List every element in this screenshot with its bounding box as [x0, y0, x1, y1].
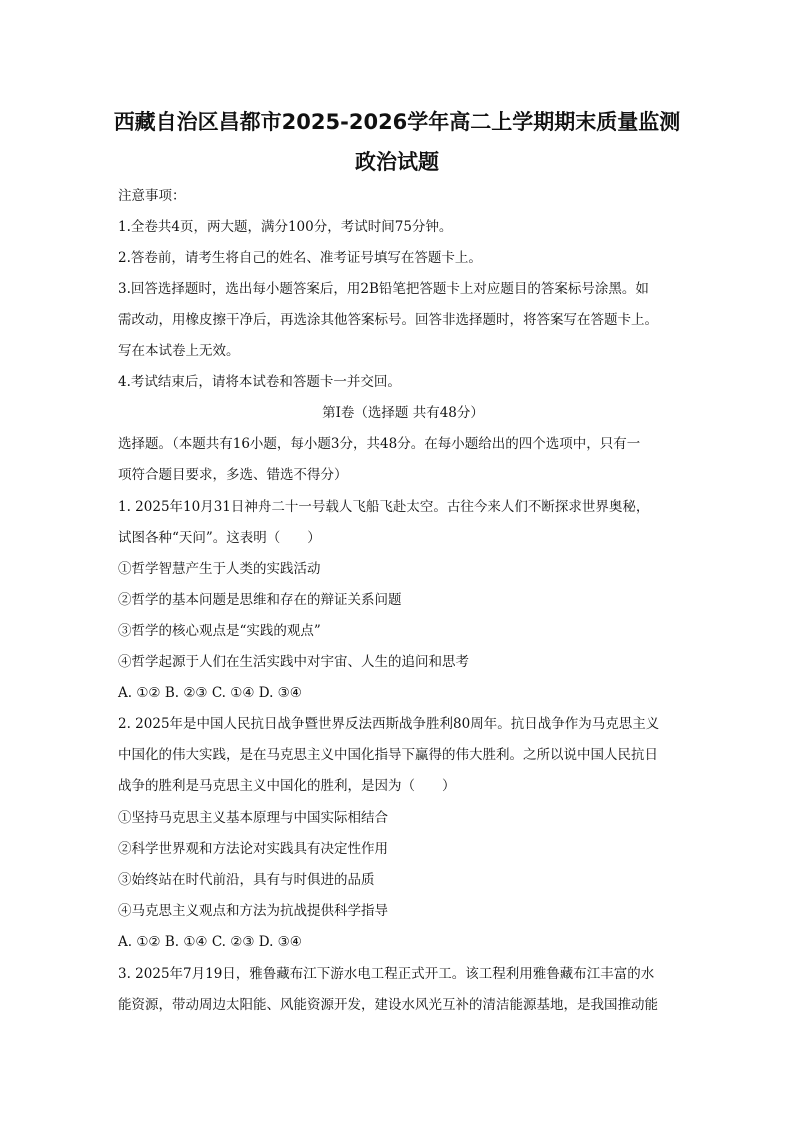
section-intro-line: 项符合题目要求，多选、错选不得分） — [118, 467, 348, 483]
question-2-stem: 2. 2025年是中国人民抗日战争暨世界反法西斯战争胜利80周年。抗日战争作为马克思主义 — [118, 716, 660, 732]
notice-heading: 注意事项： — [118, 188, 186, 204]
notice-line: 1.全卷共4页，两大题，满分100分，考试时间75分钟。 — [118, 219, 453, 235]
section-title: 第Ⅰ卷（选择题 共有48分） — [322, 405, 484, 421]
section-intro-line: 选择题。（本题共有16小题，每小题3分，共48分。在每小题给出的四个选项中，只有一 — [118, 436, 641, 452]
question-2-stem: 中国化的伟大实践，是在马克思主义中国化指导下赢得的伟大胜利。之所以说中国人民抗日 — [118, 747, 658, 763]
question-2-stem: 战争的胜利是马克思主义中国化的胜利，是因为（ ） — [118, 778, 456, 794]
notice-line: 写在本试卷上无效。 — [118, 343, 240, 359]
question-2-option: ①坚持马克思主义基本原理与中国实际相结合 — [118, 810, 388, 826]
exam-subject-title: 政治试题 — [355, 150, 439, 174]
question-1-option: ③哲学的核心观点是“实践的观点” — [118, 623, 321, 639]
notice-line: 3.回答选择题时，选出每小题答案后，用2B铅笔把答题卡上对应题目的答案标号涂黑。如 — [118, 281, 649, 297]
question-2-option: ③始终站在时代前沿，具有与时俱进的品质 — [118, 872, 375, 888]
exam-title: 西藏自治区昌都市2025-2026学年高二上学期期末质量监测 — [113, 110, 681, 134]
question-1-stem: 1. 2025年10月31日神舟二十一号载人飞船飞赴太空。古往今来人们不断探求世界奥秘， — [118, 499, 650, 515]
notice-line: 4.考试结束后，请将本试卷和答题卡一并交回。 — [118, 374, 401, 390]
question-2-answer-choices: A. ①② B. ①④ C. ②③ D. ③④ — [118, 934, 302, 950]
question-1-option: ②哲学的基本问题是思维和存在的辩证关系问题 — [118, 592, 402, 608]
question-2-option: ②科学世界观和方法论对实践具有决定性作用 — [118, 841, 388, 857]
question-1-option: ④哲学起源于人们在生活实践中对宇宙、人生的追问和思考 — [118, 654, 469, 670]
question-1-stem: 试图各种“天问”。这表明（ ） — [118, 530, 321, 546]
notice-line: 2.答卷前，请考生将自己的姓名、准考证号填写在答题卡上。 — [118, 250, 482, 266]
question-1-option: ①哲学智慧产生于人类的实践活动 — [118, 561, 321, 577]
question-3-stem: 能资源，带动周边太阳能、风能资源开发，建设水风光互补的清洁能源基地，是我国推动能 — [118, 997, 658, 1013]
question-1-answer-choices: A. ①② B. ②③ C. ①④ D. ③④ — [118, 685, 302, 701]
notice-line: 需改动，用橡皮擦干净后，再选涂其他答案标号。回答非选择题时，将答案写在答题卡上。 — [118, 312, 658, 328]
question-3-stem: 3. 2025年7月19日，雅鲁藏布江下游水电工程正式开工。该工程利用雅鲁藏布江丰富的水 — [118, 966, 655, 982]
question-2-option: ④马克思主义观点和方法为抗战提供科学指导 — [118, 903, 388, 919]
